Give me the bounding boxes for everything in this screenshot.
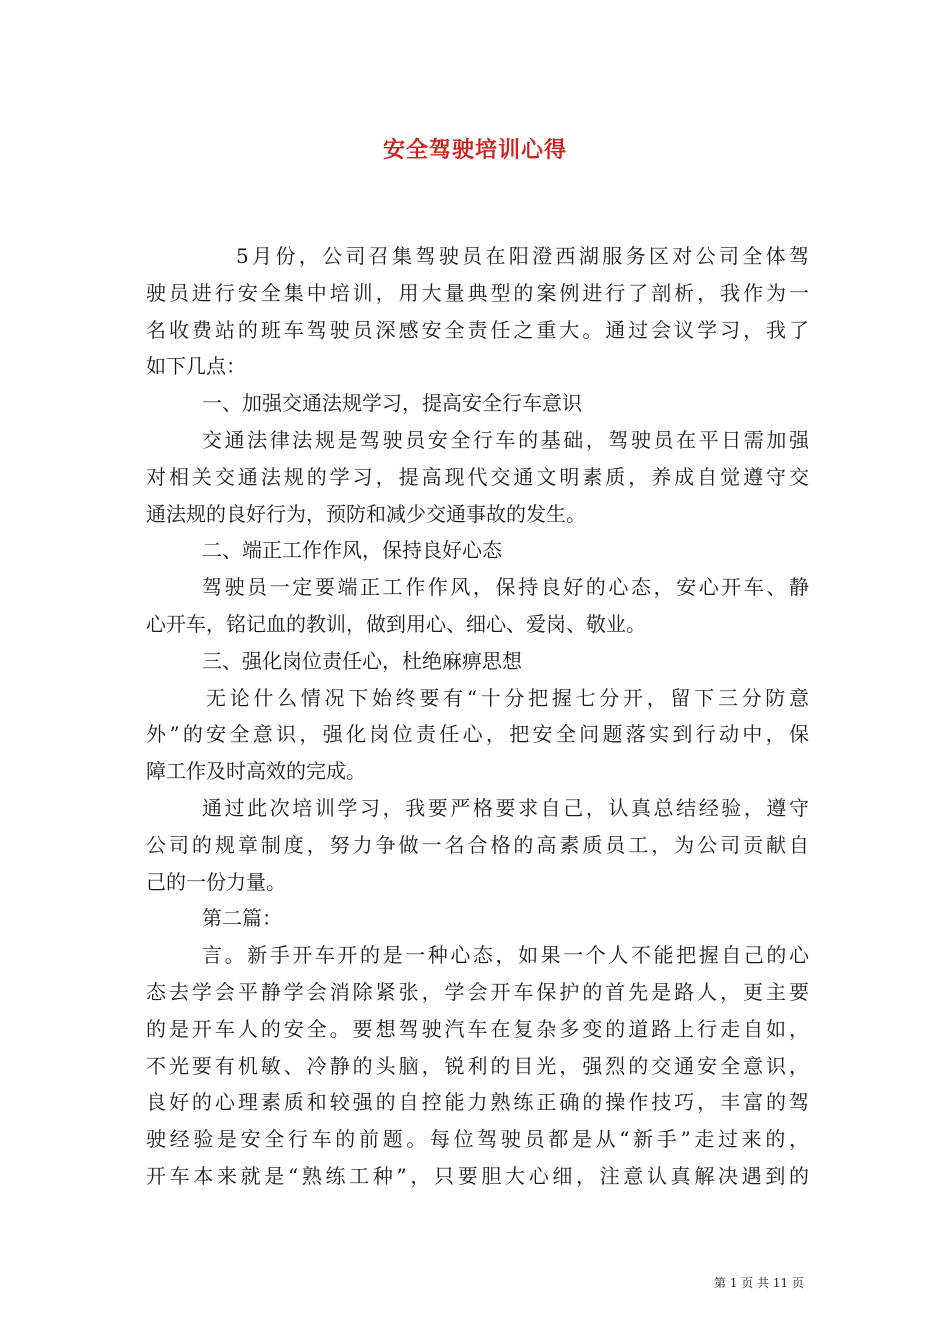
text-line: 己的一份力量。: [146, 869, 286, 894]
text-line: 二、端正工作作风，保持良好心态: [202, 538, 502, 563]
document-title: 安全驾驶培训心得: [382, 137, 567, 163]
text-line: 心开车，铭记血的教训，做到用心、细心、爱岗、敬业。: [146, 611, 646, 636]
text-line: 驾驶员一定要端正工作作风，保持良好的心态，安心开车、静: [202, 575, 809, 600]
text-line: 三、强化岗位责任心，杜绝麻痹思想: [202, 648, 522, 673]
text-line: 的是开车人的安全。要想驾驶汽车在复杂多变的道路上行走自如，: [146, 1016, 809, 1041]
text-line: 开车本来就是“熟练工种”，只要胆大心细，注意认真解决遇到的: [146, 1163, 809, 1188]
text-line: 一、加强交通法规学习，提高安全行车意识: [202, 391, 582, 416]
text-line: 无论什么情况下始终要有“十分把握七分开，留下三分防意: [206, 685, 809, 710]
text-line: 言。新手开车开的是一种心态，如果一个人不能把握自己的心: [202, 943, 809, 968]
text-line: 通过此次培训学习，我要严格要求自己，认真总结经验，遵守: [202, 795, 809, 820]
text-line: 驶员进行安全集中培训，用大量典型的案例进行了剖析，我作为一: [146, 280, 809, 305]
page-number: 第 1 页 共 11 页: [714, 1276, 804, 1290]
text-line: 对相关交通法规的学习，提高现代交通文明素质，养成自觉遵守交: [146, 464, 809, 489]
text-line: 交通法律法规是驾驶员安全行车的基础，驾驶员在平日需加强: [202, 427, 809, 452]
text-line: 5月份，公司召集驾驶员在阳澄西湖服务区对公司全体驾: [236, 244, 809, 268]
text-line: 态去学会平静学会消除紧张，学会开车保护的首先是路人，更主要: [146, 979, 809, 1004]
document-body: [146, 238, 809, 1195]
text-line: 外”的安全意识，强化岗位责任心，把安全问题落实到行动中，保: [146, 722, 809, 747]
text-line: 公司的规章制度，努力争做一名合格的高素质员工，为公司贡献自: [146, 832, 809, 857]
text-line: 第二篇：: [202, 906, 282, 931]
text-line: 障工作及时高效的完成。: [146, 759, 366, 784]
text-line: 名收费站的班车驾驶员深感安全责任之重大。通过会议学习，我了: [146, 317, 809, 342]
text-line: 不光要有机敏、冷静的头脑，锐利的目光，强烈的交通安全意识，: [146, 1053, 809, 1078]
text-line: 良好的心理素质和较强的自控能力熟练正确的操作技巧，丰富的驾: [146, 1090, 809, 1115]
text-line: 驶经验是安全行车的前题。每位驾驶员都是从“新手”走过来的，: [146, 1127, 809, 1152]
text-line: 通法规的良好行为，预防和减少交通事故的发生。: [146, 501, 586, 526]
text-line: 如下几点：: [146, 354, 246, 379]
